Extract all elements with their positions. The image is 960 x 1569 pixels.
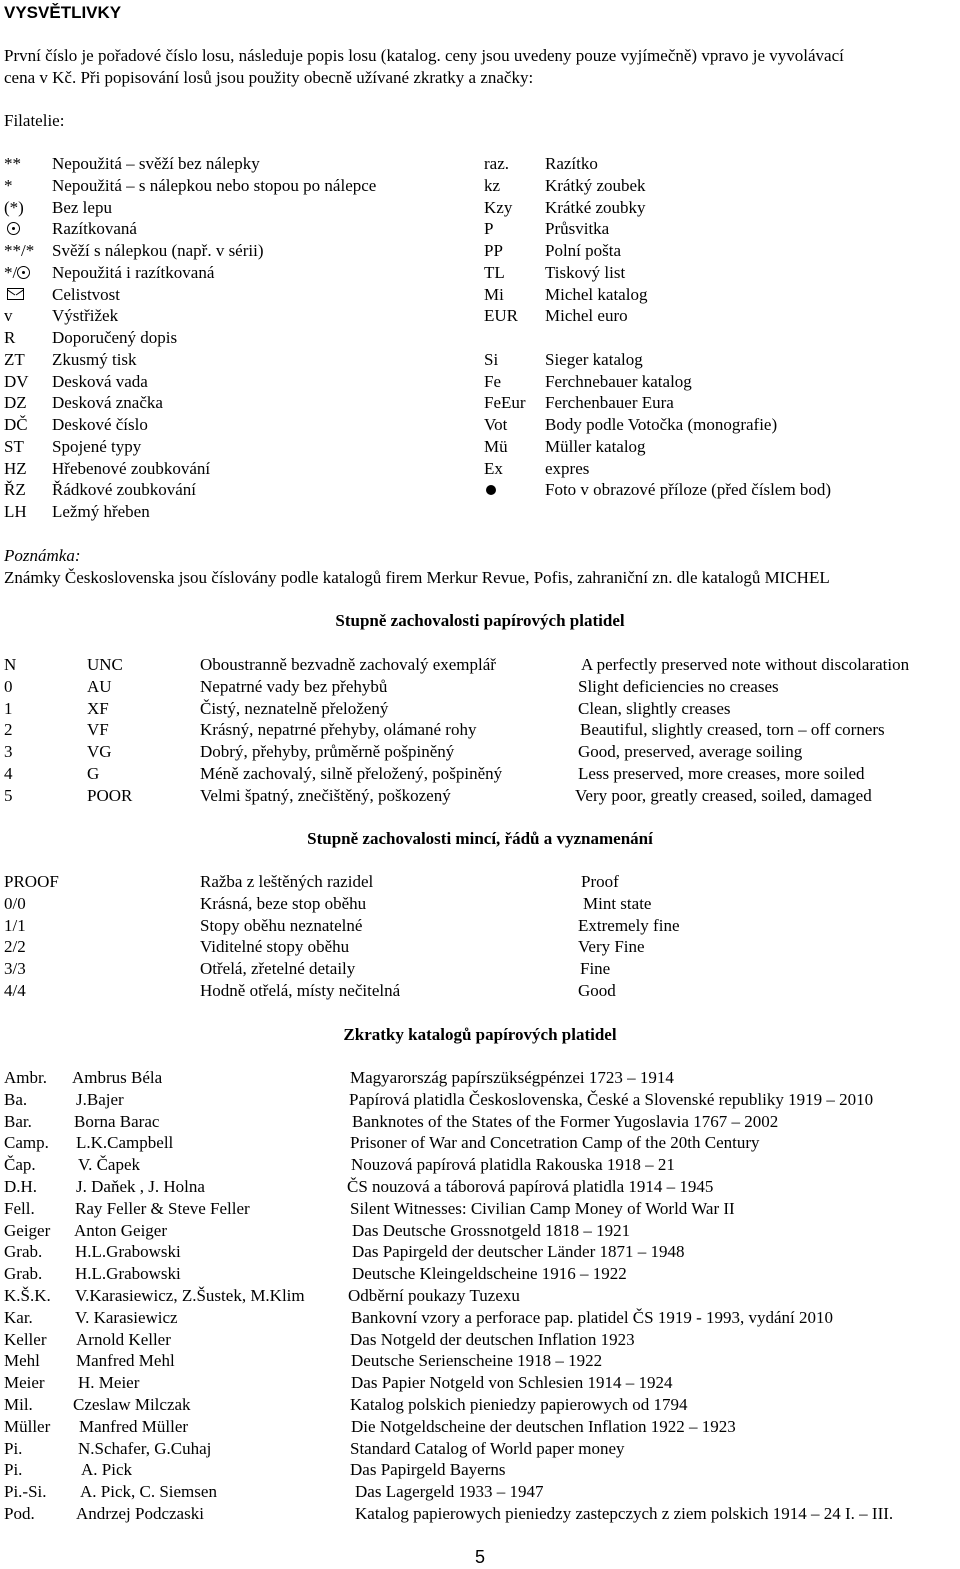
legend-description: Ležmý hřeben bbox=[52, 502, 150, 521]
filatelie-label: Filatelie: bbox=[4, 111, 65, 130]
legend-description: Hřebenové zoubkování bbox=[52, 459, 211, 478]
legend-code: Ex bbox=[484, 459, 503, 478]
grade-abbreviation: UNC bbox=[87, 655, 123, 674]
catalog-author: Manfred Müller bbox=[79, 1417, 189, 1436]
grade-description-cz: Viditelné stopy oběhu bbox=[200, 937, 350, 956]
table-row bbox=[0, 349, 960, 371]
table-row bbox=[0, 1241, 960, 1263]
catalog-title: Banknotes of the States of the Former Yugoslavia 1767 – 2002 bbox=[352, 1112, 779, 1131]
legend-description: Michel euro bbox=[545, 306, 628, 325]
table-row bbox=[0, 197, 960, 219]
legend-code bbox=[7, 284, 24, 306]
legend-code: Fe bbox=[484, 372, 501, 391]
grade-code: 1/1 bbox=[4, 916, 26, 935]
catalog-title: Nouzová papírová platidla Rakouska 1918 – 21 bbox=[351, 1155, 675, 1174]
legend-code: PP bbox=[484, 241, 503, 260]
catalog-abbreviation: Ambr. bbox=[4, 1068, 47, 1087]
legend-description: Razítko bbox=[545, 154, 598, 173]
legend-description: Bez lepu bbox=[52, 198, 112, 217]
page-title: VYSVĚTLIVKY bbox=[4, 3, 122, 22]
legend-code: ** bbox=[4, 154, 21, 173]
catalog-abbreviation: Pi. bbox=[4, 1439, 23, 1458]
table-row bbox=[0, 1329, 960, 1351]
legend-code: ŘZ bbox=[4, 480, 26, 499]
grade-description-en: Mint state bbox=[583, 894, 652, 913]
grade-description-cz: Krásná, beze stop oběhu bbox=[200, 894, 367, 913]
legend-code: Mü bbox=[484, 437, 508, 456]
catalog-abbreviation: Mehl bbox=[4, 1351, 40, 1370]
grade-description-en: Fine bbox=[580, 959, 611, 978]
catalog-abbreviation: Pod. bbox=[4, 1504, 35, 1523]
intro-line-2: cena v Kč. Při popisování losů jsou použity obecně užívané zkratky a značky: bbox=[4, 68, 534, 87]
legend-description: Nepoužitá – s nálepkou nebo stopou po nálepce bbox=[52, 176, 377, 195]
grade-abbreviation: VG bbox=[87, 742, 112, 761]
grade-description-en: Very Fine bbox=[578, 937, 645, 956]
catalog-title: ČS nouzová a táborová papírová platidla 1914 – 1945 bbox=[347, 1177, 714, 1196]
grade-description-cz: Stopy oběhu neznatelné bbox=[200, 916, 363, 935]
legend-code: LH bbox=[4, 502, 27, 521]
legend-code: DČ bbox=[4, 415, 28, 434]
legend-code: P bbox=[484, 219, 494, 238]
catalog-author: H.L.Grabowski bbox=[75, 1264, 181, 1283]
legend-code: Mi bbox=[484, 285, 504, 304]
grade-description-cz: Dobrý, přehyby, průměrně pošpiněný bbox=[200, 742, 455, 761]
legend-description: Svěží s nálepkou (např. v sérii) bbox=[52, 241, 264, 260]
catalog-title: Das Papier Notgeld von Schlesien 1914 – 1924 bbox=[351, 1373, 673, 1392]
table-row bbox=[0, 1220, 960, 1242]
grade-code: 3/3 bbox=[4, 959, 26, 978]
note-text: Známky Československa jsou číslovány podle katalogů firem Merkur Revue, Pofis, zahraniční zn. dle katalogů MICHEL bbox=[4, 568, 830, 587]
table-row bbox=[0, 1263, 960, 1285]
catalog-heading: Zkratky katalogů papírových platidel bbox=[343, 1025, 617, 1044]
grade-code: 4 bbox=[4, 764, 13, 783]
catalog-author: Ray Feller & Steve Feller bbox=[75, 1199, 250, 1218]
catalog-abbreviation: Müller bbox=[4, 1417, 51, 1436]
table-row bbox=[0, 1198, 960, 1220]
catalog-author: Anton Geiger bbox=[74, 1221, 168, 1240]
grade-code: 2 bbox=[4, 720, 13, 739]
catalog-author: L.K.Campbell bbox=[76, 1133, 174, 1152]
legend-code: TL bbox=[484, 263, 505, 282]
catalog-title: Standard Catalog of World paper money bbox=[350, 1439, 625, 1458]
grade-code: N bbox=[4, 655, 17, 674]
catalog-author: J. Daňek , J. Holna bbox=[76, 1177, 205, 1196]
table-row bbox=[0, 392, 960, 414]
catalog-abbreviation: Bar. bbox=[4, 1112, 32, 1131]
table-row bbox=[0, 175, 960, 197]
note-label: Poznámka: bbox=[4, 546, 81, 565]
table-row bbox=[0, 262, 960, 284]
catalog-abbreviation: Čap. bbox=[4, 1155, 36, 1174]
legend-code: Si bbox=[484, 350, 499, 369]
catalog-abbreviation: Mil. bbox=[4, 1395, 33, 1414]
grade-abbreviation: G bbox=[87, 764, 100, 783]
legend-description: Celistvost bbox=[52, 285, 121, 304]
table-row bbox=[0, 1503, 960, 1525]
grade-description-en: Good bbox=[578, 981, 616, 1000]
stamp-icon bbox=[7, 222, 20, 235]
table-row bbox=[0, 1132, 960, 1154]
table-row bbox=[0, 871, 960, 893]
catalog-title: Prisoner of War and Concetration Camp of the 20th Century bbox=[350, 1133, 760, 1152]
grade-code: 0/0 bbox=[4, 894, 26, 913]
catalog-author: Manfred Mehl bbox=[76, 1351, 175, 1370]
legend-description: Müller katalog bbox=[545, 437, 646, 456]
grade-code: 5 bbox=[4, 786, 13, 805]
table-row bbox=[0, 1111, 960, 1133]
table-row bbox=[0, 153, 960, 175]
legend-description: Zkusmý tisk bbox=[52, 350, 137, 369]
table-row bbox=[0, 915, 960, 937]
catalog-author: A. Pick bbox=[81, 1460, 132, 1479]
legend-description: Polní pošta bbox=[545, 241, 622, 260]
legend-description: Ferchnebauer katalog bbox=[545, 372, 692, 391]
legend-description: Desková značka bbox=[52, 393, 163, 412]
legend-description: expres bbox=[545, 459, 590, 478]
grade-abbreviation: XF bbox=[87, 699, 109, 718]
legend-code: */ bbox=[4, 262, 30, 284]
legend-code: kz bbox=[484, 176, 501, 195]
catalog-author: H. Meier bbox=[78, 1373, 140, 1392]
table-row bbox=[0, 676, 960, 698]
table-row bbox=[0, 936, 960, 958]
grade-description-en: Good, preserved, average soiling bbox=[578, 742, 803, 761]
legend-code: **/* bbox=[4, 241, 35, 260]
table-row bbox=[0, 1459, 960, 1481]
catalog-author: V.Karasiewicz, Z.Šustek, M.Klim bbox=[75, 1286, 305, 1305]
legend-description: Řádkové zoubkování bbox=[52, 480, 196, 499]
catalog-author: Arnold Keller bbox=[76, 1330, 171, 1349]
table-row bbox=[0, 1394, 960, 1416]
catalog-abbreviation: Meier bbox=[4, 1373, 45, 1392]
table-row bbox=[0, 1416, 960, 1438]
catalog-abbreviation: Grab. bbox=[4, 1264, 43, 1283]
table-row bbox=[0, 479, 960, 501]
table-row bbox=[0, 1285, 960, 1307]
table-row bbox=[0, 327, 960, 349]
table-row bbox=[0, 501, 960, 523]
catalog-title: Bankovní vzory a perforace pap. platidel ČS 1919 - 1993, vydání 2010 bbox=[351, 1308, 834, 1327]
table-row bbox=[0, 284, 960, 306]
legend-code: (*) bbox=[4, 198, 24, 217]
legend-code: HZ bbox=[4, 459, 27, 478]
grade-code: 2/2 bbox=[4, 937, 26, 956]
grade-code: 0 bbox=[4, 677, 13, 696]
table-row bbox=[0, 1307, 960, 1329]
legend-code: EUR bbox=[484, 306, 518, 325]
legend-code: R bbox=[4, 328, 16, 347]
legend-description: Michel katalog bbox=[545, 285, 648, 304]
grade-description-cz: Méně zachovalý, silně přeložený, pošpiněný bbox=[200, 764, 503, 783]
legend-code: FeEur bbox=[484, 393, 526, 412]
table-row bbox=[0, 458, 960, 480]
table-row bbox=[0, 305, 960, 327]
catalog-title: Katalog papierowych pieniedzy zastepczych z ziem polskich 1914 – 24 I. – III. bbox=[355, 1504, 894, 1523]
legend-description: Desková vada bbox=[52, 372, 148, 391]
grade-description-en: A perfectly preserved note without discolaration bbox=[581, 655, 910, 674]
legend-code: * bbox=[4, 176, 13, 195]
legend-description: Sieger katalog bbox=[545, 350, 643, 369]
catalog-author: Andrzej Podczaski bbox=[76, 1504, 204, 1523]
intro-line-1: První číslo je pořadové číslo losu, následuje popis losu (katalog. ceny jsou uvedeny pouze vyjímečně) vpravo je vyvolávací bbox=[4, 46, 844, 65]
table-row bbox=[0, 763, 960, 785]
legend-description: Výstřižek bbox=[52, 306, 119, 325]
legend-description: Spojené typy bbox=[52, 437, 142, 456]
legend-description: Foto v obrazové příloze (před číslem bod) bbox=[545, 480, 832, 499]
legend-description: Body podle Votočka (monografie) bbox=[545, 415, 778, 434]
catalog-abbreviation: Kar. bbox=[4, 1308, 33, 1327]
catalog-title: Deutsche Kleingeldscheine 1916 – 1922 bbox=[352, 1264, 627, 1283]
catalog-title: Deutsche Serienscheine 1918 – 1922 bbox=[351, 1351, 603, 1370]
catalog-author: J.Bajer bbox=[76, 1090, 124, 1109]
grade-description-cz: Ražba z leštěných razidel bbox=[200, 872, 374, 891]
catalog-title: Katalog polskich pieniedzy papierowych od 1794 bbox=[350, 1395, 688, 1414]
catalog-author: A. Pick, C. Siemsen bbox=[80, 1482, 217, 1501]
catalog-abbreviation: Pi.-Si. bbox=[4, 1482, 47, 1501]
catalog-title: Die Notgeldscheine der deutschen Inflation 1922 – 1923 bbox=[351, 1417, 736, 1436]
grade-code: 1 bbox=[4, 699, 13, 718]
table-row bbox=[0, 1372, 960, 1394]
table-row bbox=[0, 1176, 960, 1198]
catalog-title: Das Papirgeld der deutscher Länder 1871 – 1948 bbox=[352, 1242, 685, 1261]
table-row bbox=[0, 1089, 960, 1111]
legend-description: Krátké zoubky bbox=[545, 198, 646, 217]
catalog-author: V. Karasiewicz bbox=[75, 1308, 178, 1327]
legend-code: ZT bbox=[4, 350, 25, 369]
catalog-title: Magyarország papírszükségpénzei 1723 – 1914 bbox=[350, 1068, 674, 1087]
catalog-title: Das Deutsche Grossnotgeld 1818 – 1921 bbox=[352, 1221, 631, 1240]
legend-description: Nepoužitá i razítkovaná bbox=[52, 263, 215, 282]
table-row bbox=[0, 980, 960, 1002]
grade-description-en: Slight deficiencies no creases bbox=[578, 677, 779, 696]
catalog-abbreviation: Grab. bbox=[4, 1242, 43, 1261]
grade-abbreviation: AU bbox=[87, 677, 112, 696]
grade-description-cz: Krásný, nepatrné přehyby, olámané rohy bbox=[200, 720, 477, 739]
catalog-title: Silent Witnesses: Civilian Camp Money of World War II bbox=[350, 1199, 735, 1218]
grade-description-en: Proof bbox=[581, 872, 619, 891]
catalog-abbreviation: Camp. bbox=[4, 1133, 49, 1152]
table-row bbox=[0, 958, 960, 980]
table-row bbox=[0, 893, 960, 915]
catalog-title: Das Notgeld der deutschen Inflation 1923 bbox=[350, 1330, 635, 1349]
legend-code: v bbox=[4, 306, 13, 325]
catalog-abbreviation: Fell. bbox=[4, 1199, 35, 1218]
grade-description-cz: Otřelá, zřetelné detaily bbox=[200, 959, 356, 978]
grade-code: PROOF bbox=[4, 872, 59, 891]
catalog-abbreviation: Keller bbox=[4, 1330, 47, 1349]
legend-code: raz. bbox=[484, 154, 510, 173]
legend-code bbox=[7, 218, 20, 240]
catalog-author: Borna Barac bbox=[74, 1112, 160, 1131]
grade-description-en: Less preserved, more creases, more soiled bbox=[578, 764, 865, 783]
legend-description: Ferchenbauer Eura bbox=[545, 393, 674, 412]
table-row bbox=[0, 240, 960, 262]
grade-code: 4/4 bbox=[4, 981, 26, 1000]
table-row bbox=[0, 371, 960, 393]
legend-code: DV bbox=[4, 372, 29, 391]
table-row bbox=[0, 1350, 960, 1372]
grade-abbreviation: POOR bbox=[87, 786, 133, 805]
legend-description: Krátký zoubek bbox=[545, 176, 646, 195]
dot-icon bbox=[486, 485, 496, 495]
coin-grades-heading: Stupně zachovalosti mincí, řádů a vyznamenání bbox=[307, 829, 653, 848]
legend-description: Nepoužitá – svěží bez nálepky bbox=[52, 154, 260, 173]
grade-description-en: Beautiful, slightly creased, torn – off corners bbox=[580, 720, 885, 739]
catalog-abbreviation: Geiger bbox=[4, 1221, 51, 1240]
catalog-author: H.L.Grabowski bbox=[75, 1242, 181, 1261]
grade-description-cz: Nepatrné vady bez přehybů bbox=[200, 677, 388, 696]
legend-description: Tiskový list bbox=[545, 263, 626, 282]
table-row bbox=[0, 654, 960, 676]
table-row bbox=[0, 698, 960, 720]
catalog-author: N.Schafer, G.Cuhaj bbox=[78, 1439, 212, 1458]
legend-description: Razítkovaná bbox=[52, 219, 137, 238]
grade-description-cz: Oboustranně bezvadně zachovalý exemplář bbox=[200, 655, 496, 674]
catalog-abbreviation: D.H. bbox=[4, 1177, 38, 1196]
table-row bbox=[0, 414, 960, 436]
catalog-author: V. Čapek bbox=[78, 1155, 141, 1174]
catalog-abbreviation: Ba. bbox=[4, 1090, 28, 1109]
paper-grades-heading: Stupně zachovalosti papírových platidel bbox=[335, 611, 625, 630]
table-row bbox=[0, 1067, 960, 1089]
table-row bbox=[0, 436, 960, 458]
catalog-title: Papírová platidla Československa, České a Slovenské republiky 1919 – 2010 bbox=[349, 1090, 874, 1109]
table-row bbox=[0, 218, 960, 240]
table-row bbox=[0, 719, 960, 741]
catalog-author: Ambrus Béla bbox=[72, 1068, 163, 1087]
grade-description-cz: Hodně otřelá, místy nečitelná bbox=[200, 981, 401, 1000]
table-row bbox=[0, 1154, 960, 1176]
catalog-title: Das Lagergeld 1933 – 1947 bbox=[355, 1482, 544, 1501]
table-row bbox=[0, 785, 960, 807]
grade-description-cz: Čistý, neznatelně přeložený bbox=[200, 699, 389, 718]
page-number: 5 bbox=[474, 1547, 485, 1567]
catalog-abbreviation: Pi. bbox=[4, 1460, 23, 1479]
legend-description: Deskové číslo bbox=[52, 415, 148, 434]
legend-code: Vot bbox=[484, 415, 508, 434]
catalog-author: Czeslaw Milczak bbox=[73, 1395, 191, 1414]
catalog-abbreviation: K.Š.K. bbox=[4, 1286, 51, 1305]
legend-code: ST bbox=[4, 437, 24, 456]
table-row bbox=[0, 741, 960, 763]
grade-code: 3 bbox=[4, 742, 13, 761]
legend-description: Průsvitka bbox=[545, 219, 610, 238]
legend-code bbox=[486, 479, 496, 501]
catalog-title: Das Papirgeld Bayerns bbox=[350, 1460, 506, 1479]
grade-description-en: Very poor, greatly creased, soiled, damaged bbox=[575, 786, 872, 805]
legend-description: Doporučený dopis bbox=[52, 328, 178, 347]
grade-description-en: Extremely fine bbox=[578, 916, 680, 935]
legend-code: DZ bbox=[4, 393, 27, 412]
grade-abbreviation: VF bbox=[87, 720, 109, 739]
catalog-title: Odběrní poukazy Tuzexu bbox=[348, 1286, 520, 1305]
grade-description-cz: Velmi špatný, znečištěný, poškozený bbox=[200, 786, 451, 805]
table-row bbox=[0, 1481, 960, 1503]
grade-description-en: Clean, slightly creases bbox=[578, 699, 731, 718]
stamp-icon bbox=[17, 266, 30, 279]
table-row bbox=[0, 1438, 960, 1460]
envelope-icon bbox=[7, 288, 24, 300]
legend-code: Kzy bbox=[484, 198, 513, 217]
